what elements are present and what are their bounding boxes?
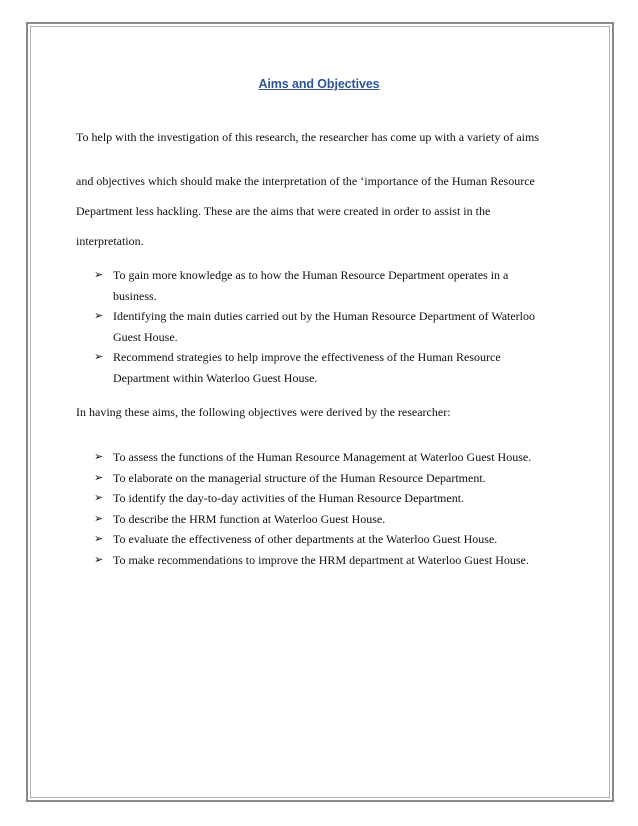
intro-line-4: interpretation. <box>76 234 144 248</box>
objectives-list-item <box>94 509 574 530</box>
intro-line-2: and objectives which should make the interpretation of the ‘importance of the Human Resource <box>76 174 535 188</box>
objectives-list-item <box>94 447 574 468</box>
objective-text: To elaborate on the managerial structure of the Human Resource Department. <box>113 470 486 485</box>
intro-line-1: To help with the investigation of this research, the researcher has come up with a variety of aims <box>76 130 540 144</box>
arrow-bullet-icon: ➢ <box>94 470 104 484</box>
aim-text: Identifying the main duties carried out by the Human Resource Department of Waterloo Guest House. <box>113 309 536 344</box>
arrow-bullet-icon: ➢ <box>94 268 104 281</box>
objective-text: To make recommendations to improve the HRM department at Waterloo Guest House. <box>113 552 529 567</box>
aims-list <box>94 265 574 388</box>
objectives-list-item <box>94 529 574 550</box>
arrow-bullet-icon: ➢ <box>94 511 104 525</box>
aims-list-item <box>94 265 574 306</box>
intro-line-3: Department less hackling. These are the aims that were created in order to assist in the <box>76 204 491 218</box>
objectives-list-item <box>94 488 574 509</box>
objective-text: To evaluate the effectiveness of other departments at the Waterloo Guest House. <box>113 532 498 546</box>
aim-text: Recommend strategies to help improve the effectiveness of the Human Resource Department within Waterloo Guest House. <box>113 350 501 385</box>
arrow-bullet-icon: ➢ <box>94 350 104 363</box>
arrow-bullet-icon: ➢ <box>94 491 104 504</box>
aim-text: To gain more knowledge as to how the Human Resource Department operates in a business. <box>113 268 509 303</box>
arrow-bullet-icon: ➢ <box>94 532 104 545</box>
arrow-bullet-icon: ➢ <box>94 309 104 322</box>
objectives-list-item <box>94 550 574 571</box>
section-heading: Aims and Objectives <box>258 77 380 91</box>
objective-text: To describe the HRM function at Waterloo Guest House. <box>113 511 386 526</box>
objective-text: To assess the functions of the Human Resource Management at Waterloo Guest House. <box>113 450 532 464</box>
aims-list-item <box>94 347 574 388</box>
objectives-list <box>94 447 574 570</box>
objective-text: To identify the day-to-day activities of the Human Resource Department. <box>113 491 465 505</box>
arrow-bullet-icon: ➢ <box>94 450 104 463</box>
aims-list-item <box>94 306 574 347</box>
objectives-list-item <box>94 468 574 489</box>
arrow-bullet-icon: ➢ <box>94 552 104 566</box>
objectives-intro: In having these aims, the following objectives were derived by the researcher: <box>76 405 451 419</box>
